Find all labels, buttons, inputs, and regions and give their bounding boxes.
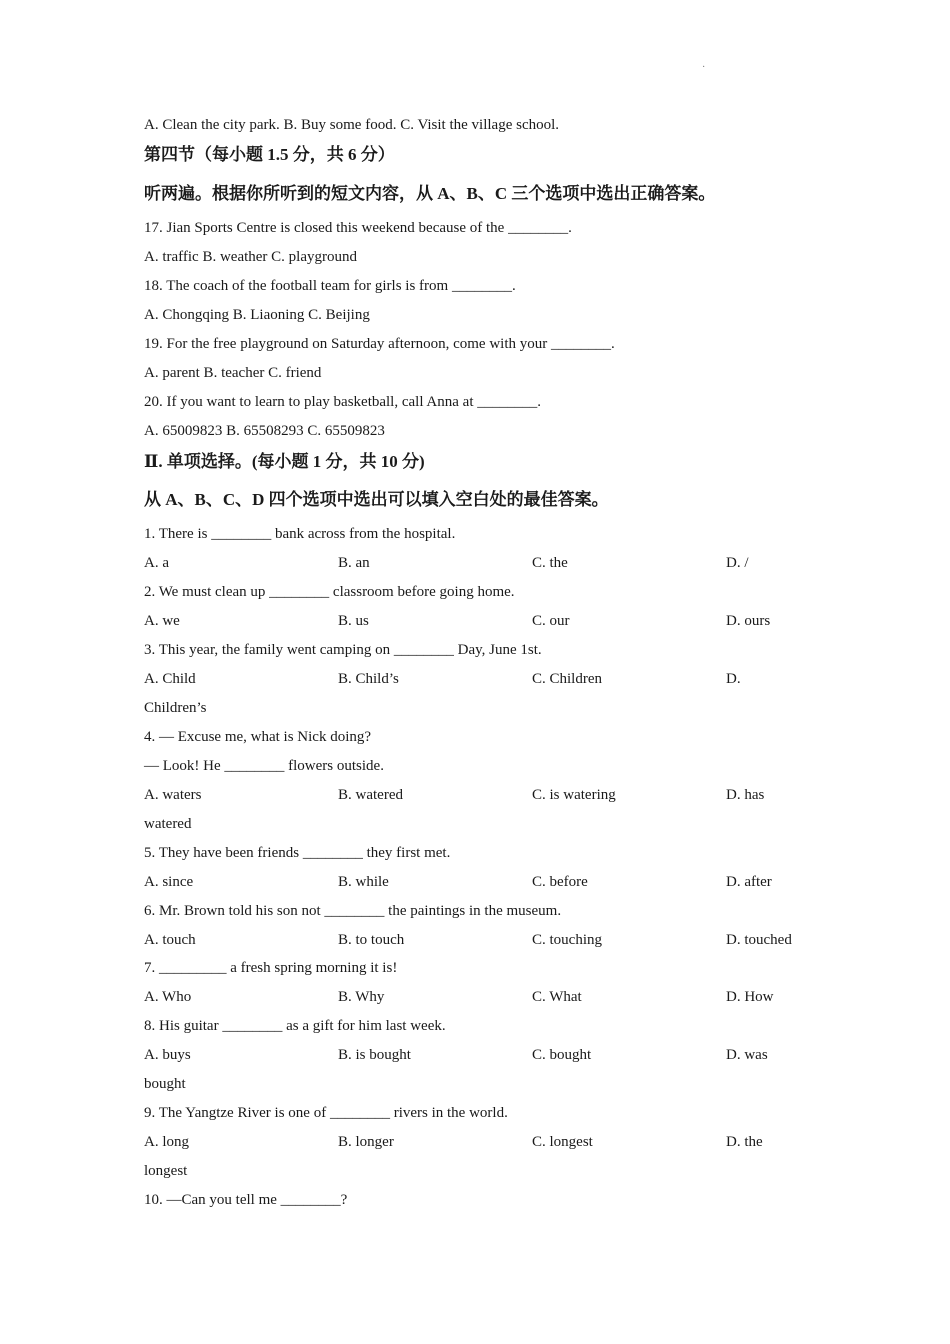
option-a: A. Who	[144, 989, 192, 1005]
question-text: 7. _________ a fresh spring morning it is!	[144, 960, 398, 976]
option-d-wrap: bought	[144, 1076, 186, 1092]
option-a: A. a	[144, 555, 169, 571]
option-d-wrap: watered	[144, 816, 192, 832]
option-d: D. /	[726, 555, 749, 571]
option-c: C. is watering	[532, 787, 616, 803]
question-options: A. traffic B. weather C. playground	[144, 249, 357, 265]
section4-instruction: 听两遍。根据你所听到的短文内容，从 A、B、C 三个选项中选出正确答案。	[144, 184, 716, 203]
option-d: D. was	[726, 1047, 768, 1063]
question-text: 6. Mr. Brown told his son not ________ the paintings in the museum.	[144, 903, 562, 919]
option-c: C. before	[532, 874, 588, 890]
option-a: A. touch	[144, 932, 196, 948]
option-b: B. us	[338, 613, 369, 629]
question-text: 2. We must clean up ________ classroom before going home.	[144, 584, 515, 600]
option-a: A. waters	[144, 787, 202, 803]
option-b: B. to touch	[338, 932, 405, 948]
option-d: D. How	[726, 989, 774, 1005]
option-d: D. touched	[726, 932, 792, 948]
option-c: C. the	[532, 555, 568, 571]
question-text: 5. They have been friends ________ they first met.	[144, 845, 451, 861]
option-b: B. Child’s	[338, 671, 399, 687]
question-text: 4. — Excuse me, what is Nick doing?	[144, 729, 372, 745]
option-d: D. the	[726, 1134, 763, 1150]
question-options: A. 65009823 B. 65508293 C. 65509823	[144, 423, 385, 439]
option-b: B. Why	[338, 989, 385, 1005]
question-text-line2: — Look! He ________ flowers outside.	[144, 758, 384, 774]
option-d-wrap: Children’s	[144, 700, 207, 716]
option-c: C. What	[532, 989, 582, 1005]
option-d: D. after	[726, 874, 772, 890]
part2-instruction: 从 A、B、C、D 四个选项中选出可以填入空白处的最佳答案。	[144, 490, 609, 509]
option-d: D. has	[726, 787, 765, 803]
option-a: A. since	[144, 874, 194, 890]
section4-title: 第四节（每小题 1.5 分，共 6 分）	[144, 145, 395, 164]
listening-q16-options: A. Clean the city park. B. Buy some food. C. Visit the village school.	[144, 117, 560, 133]
option-b: B. longer	[338, 1134, 394, 1150]
option-b: B. watered	[338, 787, 403, 803]
question-text: 19. For the free playground on Saturday afternoon, come with your ________.	[144, 336, 615, 352]
option-a: A. buys	[144, 1047, 191, 1063]
option-c: C. longest	[532, 1134, 593, 1150]
question-text: 20. If you want to learn to play basketball, call Anna at ________.	[144, 394, 541, 410]
question-text: 17. Jian Sports Centre is closed this weekend because of the ________.	[144, 220, 572, 236]
page-marker: ·	[702, 62, 706, 73]
option-a: A. Child	[144, 671, 196, 687]
option-d-wrap: longest	[144, 1163, 188, 1179]
option-c: C. touching	[532, 932, 602, 948]
question-text: 9. The Yangtze River is one of ________ rivers in the world.	[144, 1105, 508, 1121]
option-c: C. bought	[532, 1047, 592, 1063]
question-options: A. parent B. teacher C. friend	[144, 365, 322, 381]
question-text: 8. His guitar ________ as a gift for him last week.	[144, 1018, 446, 1034]
question-text: 18. The coach of the football team for girls is from ________.	[144, 278, 516, 294]
part2-title: Ⅱ. 单项选择。(每小题 1 分，共 10 分)	[144, 452, 425, 471]
option-a: A. we	[144, 613, 180, 629]
option-c: C. Children	[532, 671, 602, 687]
question-options: A. Chongqing B. Liaoning C. Beijing	[144, 307, 370, 323]
option-b: B. is bought	[338, 1047, 411, 1063]
question-text: 3. This year, the family went camping on ________ Day, June 1st.	[144, 642, 542, 658]
question-text: 10. —Can you tell me ________?	[144, 1192, 348, 1208]
option-d: D. ours	[726, 613, 771, 629]
option-a: A. long	[144, 1134, 189, 1150]
option-b: B. while	[338, 874, 389, 890]
option-d: D.	[726, 671, 741, 687]
option-c: C. our	[532, 613, 570, 629]
question-text: 1. There is ________ bank across from the hospital.	[144, 526, 456, 542]
option-b: B. an	[338, 555, 370, 571]
